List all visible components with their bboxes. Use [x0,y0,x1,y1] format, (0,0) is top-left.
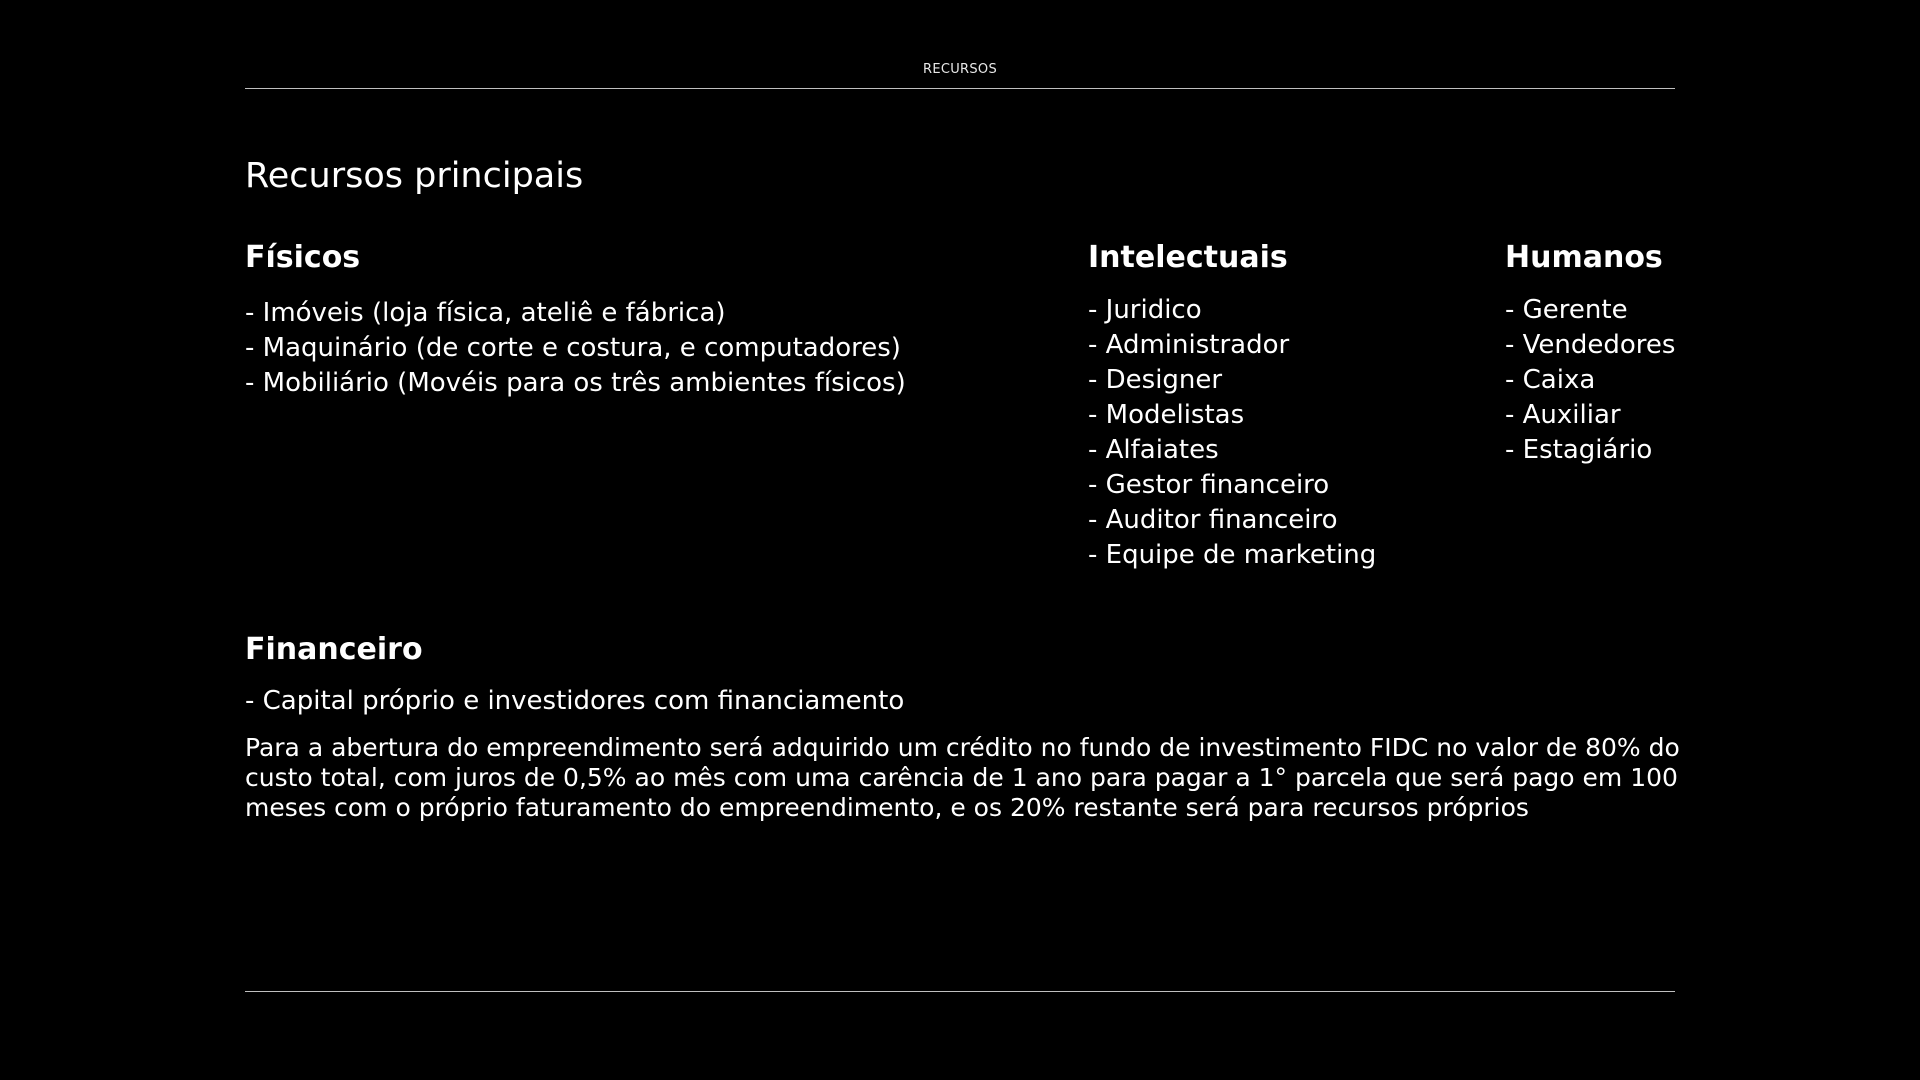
financeiro-paragraph: Para a abertura do empreendimento será adquirido um crédito no fundo de investimento FIDC no valor de 80% do custo total, com juros de 0,5% ao mês com uma carência de 1 ano para pagar a 1° parcela que será pago em 100 meses com o próprio faturamento do empreendimento, e os 20% restante será para recursos próprios [245,733,1680,822]
list-item: - Modelistas [1088,400,1245,430]
list-item: - Auxiliar [1505,400,1621,430]
section-heading-financeiro: Financeiro [245,632,423,667]
page-title: Recursos principais [245,156,584,196]
list-intelectuais [1088,293,1376,573]
section-heading-fisicos: Físicos [245,240,361,275]
list-item: - Estagiário [1505,435,1653,465]
list-item: - Administrador [1088,330,1290,360]
list-item: - Gerente [1505,295,1628,325]
list-item: - Vendedores [1505,330,1676,360]
list-item: - Alfaiates [1088,435,1219,465]
list-item: - Capital próprio e investidores com financiamento [245,686,905,716]
section-heading-intelectuais: Intelectuais [1088,240,1288,275]
list-item: - Gestor financeiro [1088,470,1330,500]
list-item: - Equipe de marketing [1088,540,1377,570]
list-item: - Imóveis (loja física, ateliê e fábrica) [245,298,726,328]
top-divider [245,88,1675,89]
list-financeiro [245,684,904,719]
list-humanos [1505,293,1675,468]
list-item: - Designer [1088,365,1223,395]
bottom-divider [245,991,1675,992]
list-item: - Maquinário (de corte e costura, e computadores) [245,333,901,363]
section-heading-humanos: Humanos [1505,240,1663,275]
list-item: - Mobiliário (Movéis para os três ambientes físicos) [245,368,906,398]
header-label: RECURSOS [922,62,997,77]
list-fisicos [245,296,906,401]
list-item: - Auditor financeiro [1088,505,1338,535]
list-item: - Juridico [1088,295,1202,325]
list-item: - Caixa [1505,365,1596,395]
